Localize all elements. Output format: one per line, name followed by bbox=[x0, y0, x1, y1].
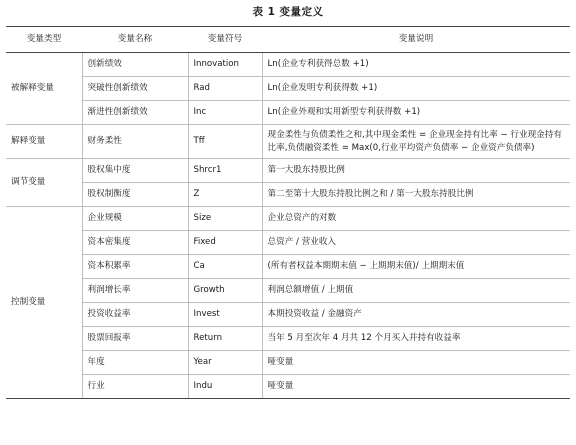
header-variable-name: 变量名称 bbox=[82, 27, 188, 53]
variable-name-cell: 行业 bbox=[82, 375, 188, 399]
variable-symbol-cell: Inc bbox=[188, 101, 262, 125]
variable-description-cell: 第二至第十大股东持股比例之和 / 第一大股东持股比例 bbox=[262, 183, 570, 207]
table-row bbox=[6, 101, 570, 125]
variable-description-cell: 企业总资产的对数 bbox=[262, 207, 570, 231]
variable-name-cell: 资本密集度 bbox=[82, 231, 188, 255]
variable-description-cell: (所有者权益本期期末值 − 上期期末值)/ 上期期末值 bbox=[262, 255, 570, 279]
variable-name-cell: 创新绩效 bbox=[82, 53, 188, 77]
variable-description-cell: 哑变量 bbox=[262, 375, 570, 399]
variable-symbol-cell: Return bbox=[188, 327, 262, 351]
variable-description-cell: 哑变量 bbox=[262, 351, 570, 375]
variable-name-cell: 财务柔性 bbox=[82, 125, 188, 159]
variable-name-cell: 资本积累率 bbox=[82, 255, 188, 279]
variable-definition-table bbox=[6, 26, 570, 399]
variable-symbol-cell: Year bbox=[188, 351, 262, 375]
variable-symbol-cell: Rad bbox=[188, 77, 262, 101]
variable-symbol-cell: Growth bbox=[188, 279, 262, 303]
variable-name-cell: 突破性创新绩效 bbox=[82, 77, 188, 101]
variable-description-cell: 当年 5 月至次年 4 月共 12 个月买入并持有收益率 bbox=[262, 327, 570, 351]
variable-symbol-cell: Indu bbox=[188, 375, 262, 399]
table-row bbox=[6, 351, 570, 375]
variable-name-cell: 投资收益率 bbox=[82, 303, 188, 327]
group-moderating-variable: 调节变量 bbox=[6, 159, 82, 207]
header-variable-type: 变量类型 bbox=[6, 27, 82, 53]
variable-name-cell: 渐进性创新绩效 bbox=[82, 101, 188, 125]
table-row bbox=[6, 77, 570, 101]
table-caption: 表 1 变量定义 bbox=[252, 6, 324, 18]
header-variable-symbol: 变量符号 bbox=[188, 27, 262, 53]
variable-description-cell: 第一大股东持股比例 bbox=[262, 159, 570, 183]
table-row bbox=[6, 279, 570, 303]
table-row bbox=[6, 231, 570, 255]
variable-description-cell: 现金柔性与负债柔性之和,其中现金柔性 = 企业现金持有比率 − 行业现金持有比率,负债融资柔性 = Max(0,行业平均资产负债率 − 企业资产负债率) bbox=[262, 125, 570, 159]
table-row bbox=[6, 53, 570, 77]
variable-name-cell: 企业规模 bbox=[82, 207, 188, 231]
variable-name-cell: 股权集中度 bbox=[82, 159, 188, 183]
group-explanatory-variable: 解释变量 bbox=[6, 125, 82, 159]
variable-symbol-cell: Size bbox=[188, 207, 262, 231]
variable-symbol-cell: Shrcr1 bbox=[188, 159, 262, 183]
header-variable-description: 变量说明 bbox=[262, 27, 570, 53]
table-row bbox=[6, 183, 570, 207]
table-row bbox=[6, 375, 570, 399]
variable-description-cell: Ln(企业专利获得总数 +1) bbox=[262, 53, 570, 77]
variable-name-cell: 股票回报率 bbox=[82, 327, 188, 351]
variable-description-cell: Ln(企业发明专利获得数 +1) bbox=[262, 77, 570, 101]
table-row bbox=[6, 159, 570, 183]
variable-symbol-cell: Tff bbox=[188, 125, 262, 159]
variable-name-cell: 利润增长率 bbox=[82, 279, 188, 303]
variable-name-cell: 年度 bbox=[82, 351, 188, 375]
table-header-row bbox=[6, 27, 570, 53]
variable-description-cell: Ln(企业外观和实用新型专利获得数 +1) bbox=[262, 101, 570, 125]
table-row bbox=[6, 125, 570, 159]
variable-symbol-cell: Fixed bbox=[188, 231, 262, 255]
variable-description-cell: 本期投资收益 / 金融资产 bbox=[262, 303, 570, 327]
table-row bbox=[6, 255, 570, 279]
variable-description-cell: 总资产 / 营业收入 bbox=[262, 231, 570, 255]
variable-symbol-cell: Z bbox=[188, 183, 262, 207]
variable-description-cell: 利润总额增值 / 上期值 bbox=[262, 279, 570, 303]
variable-symbol-cell: Innovation bbox=[188, 53, 262, 77]
variable-symbol-cell: Ca bbox=[188, 255, 262, 279]
table-row bbox=[6, 303, 570, 327]
group-control-variable: 控制变量 bbox=[6, 207, 82, 399]
table-row bbox=[6, 207, 570, 231]
table-row bbox=[6, 327, 570, 351]
group-explained-variable: 被解释变量 bbox=[6, 53, 82, 125]
variable-name-cell: 股权制衡度 bbox=[82, 183, 188, 207]
variable-symbol-cell: Invest bbox=[188, 303, 262, 327]
